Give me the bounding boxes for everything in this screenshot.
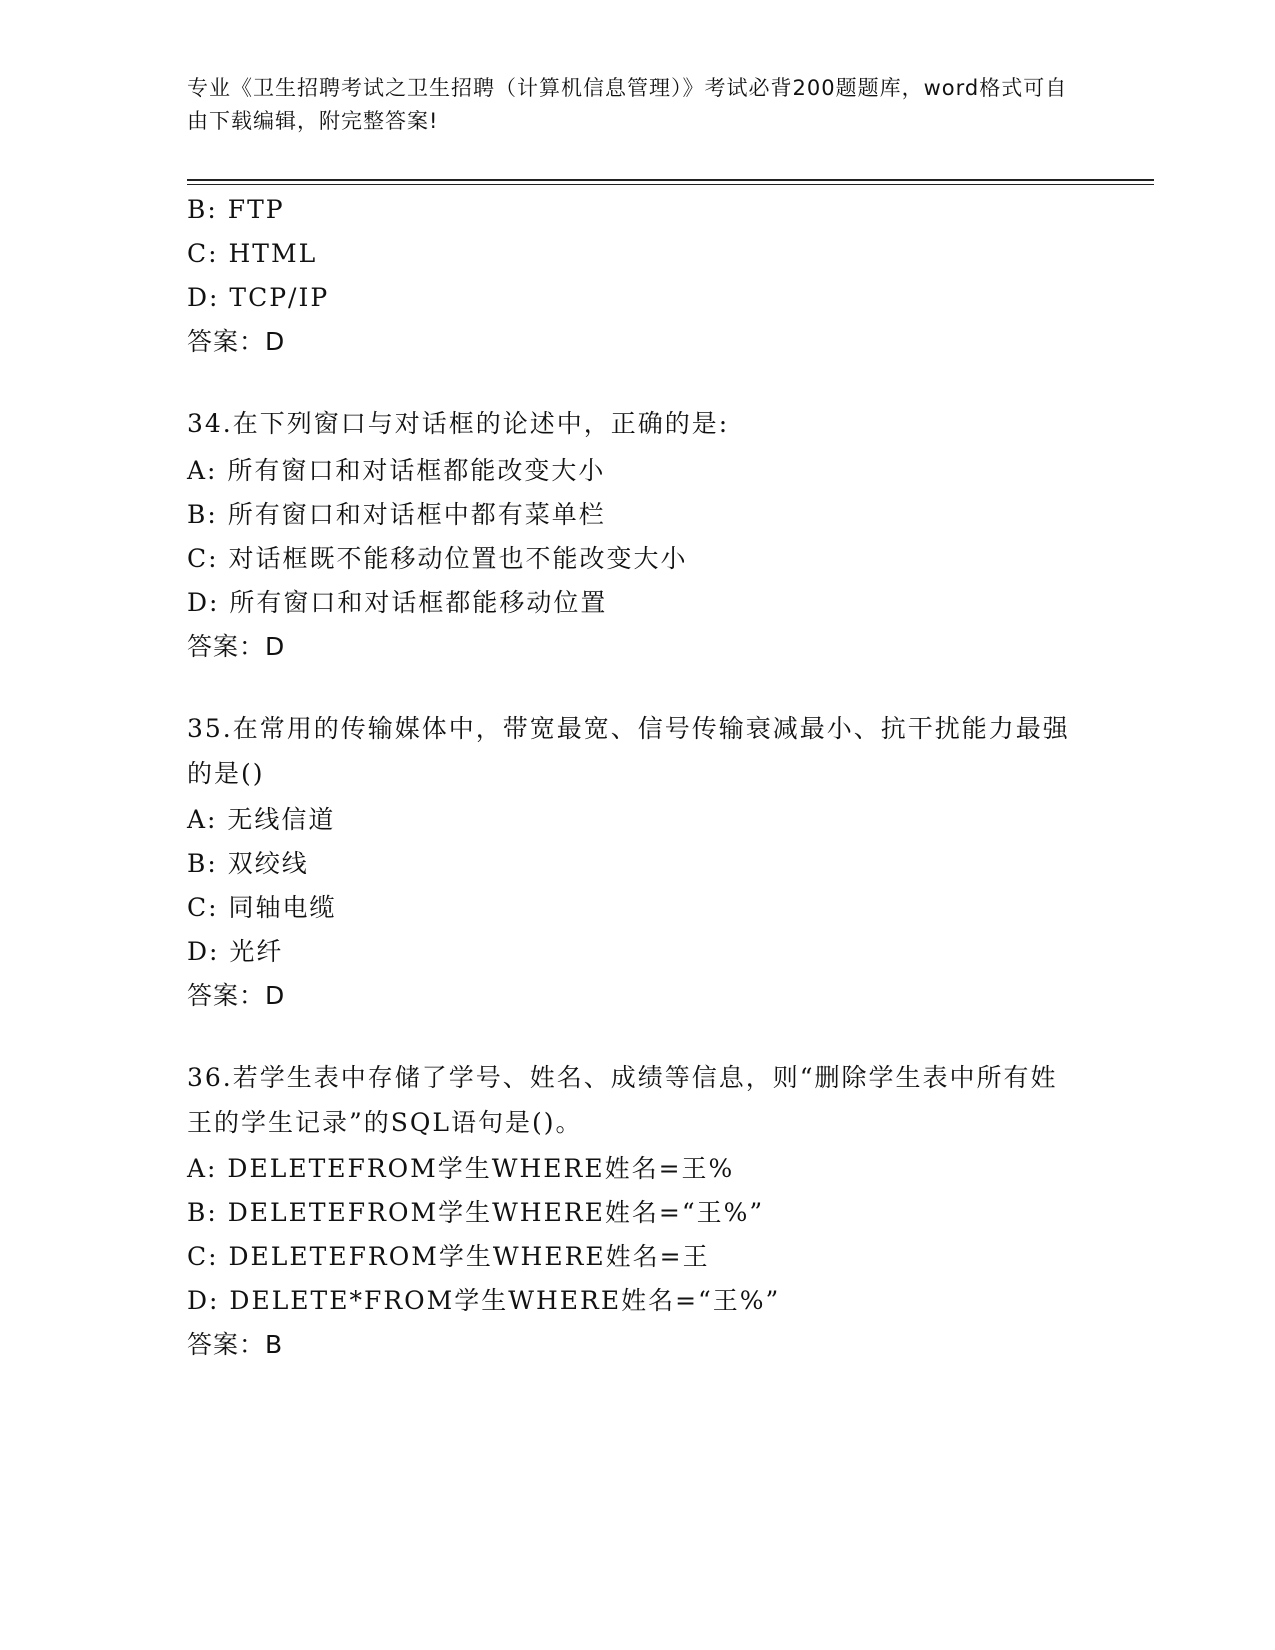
q35-question-text: 35.在常用的传输媒体中，带宽最宽、信号传输衰减最小、抗干扰能力最强的是() [187,714,1070,788]
q35-option-c: C: 同轴电缆 [187,893,337,922]
q35-answer: 答案：D [187,981,286,1010]
q33-option-b: B: FTP [187,195,285,224]
q36-answer: 答案：B [187,1330,284,1359]
q36-question-text: 36.若学生表中存储了学号、姓名、成绩等信息，则“删除学生表中所有姓王的学生记录”的SQL语句是()。 [187,1063,1058,1137]
q36-option-b: B: DELETEFROM学生WHERE姓名=“王%” [187,1198,765,1227]
header-divider-thin [187,184,1154,185]
q34-option-a: A: 所有窗口和对话框都能改变大小 [187,456,606,485]
q34-question-text: 34.在下列窗口与对话框的论述中，正确的是: [187,409,730,438]
q33-option-c: C: HTML [187,239,318,268]
q33-answer: 答案：D [187,327,286,356]
q34-option-d: D: 所有窗口和对话框都能移动位置 [187,588,608,617]
q34-option-c: C: 对话框既不能移动位置也不能改变大小 [187,544,688,573]
q34-option-b: B: 所有窗口和对话框中都有菜单栏 [187,500,606,529]
q36-option-c: C: DELETEFROM学生WHERE姓名=王 [187,1242,710,1271]
q36-option-a: A: DELETEFROM学生WHERE姓名=王% [187,1154,735,1183]
q36-option-d: D: DELETE*FROM学生WHERE姓名=“王%” [187,1286,781,1315]
q35-option-b: B: 双绞线 [187,849,309,878]
document-header-title: 专业《卫生招聘考试之卫生招聘（计算机信息管理）》考试必背200题题库，word格式可自由下载编辑，附完整答案! [187,76,1068,133]
header-divider-thick [187,179,1154,181]
q35-option-a: A: 无线信道 [187,805,336,834]
q33-option-d: D: TCP/IP [187,283,330,312]
q35-option-d: D: 光纤 [187,937,284,966]
q34-answer: 答案：D [187,632,286,661]
